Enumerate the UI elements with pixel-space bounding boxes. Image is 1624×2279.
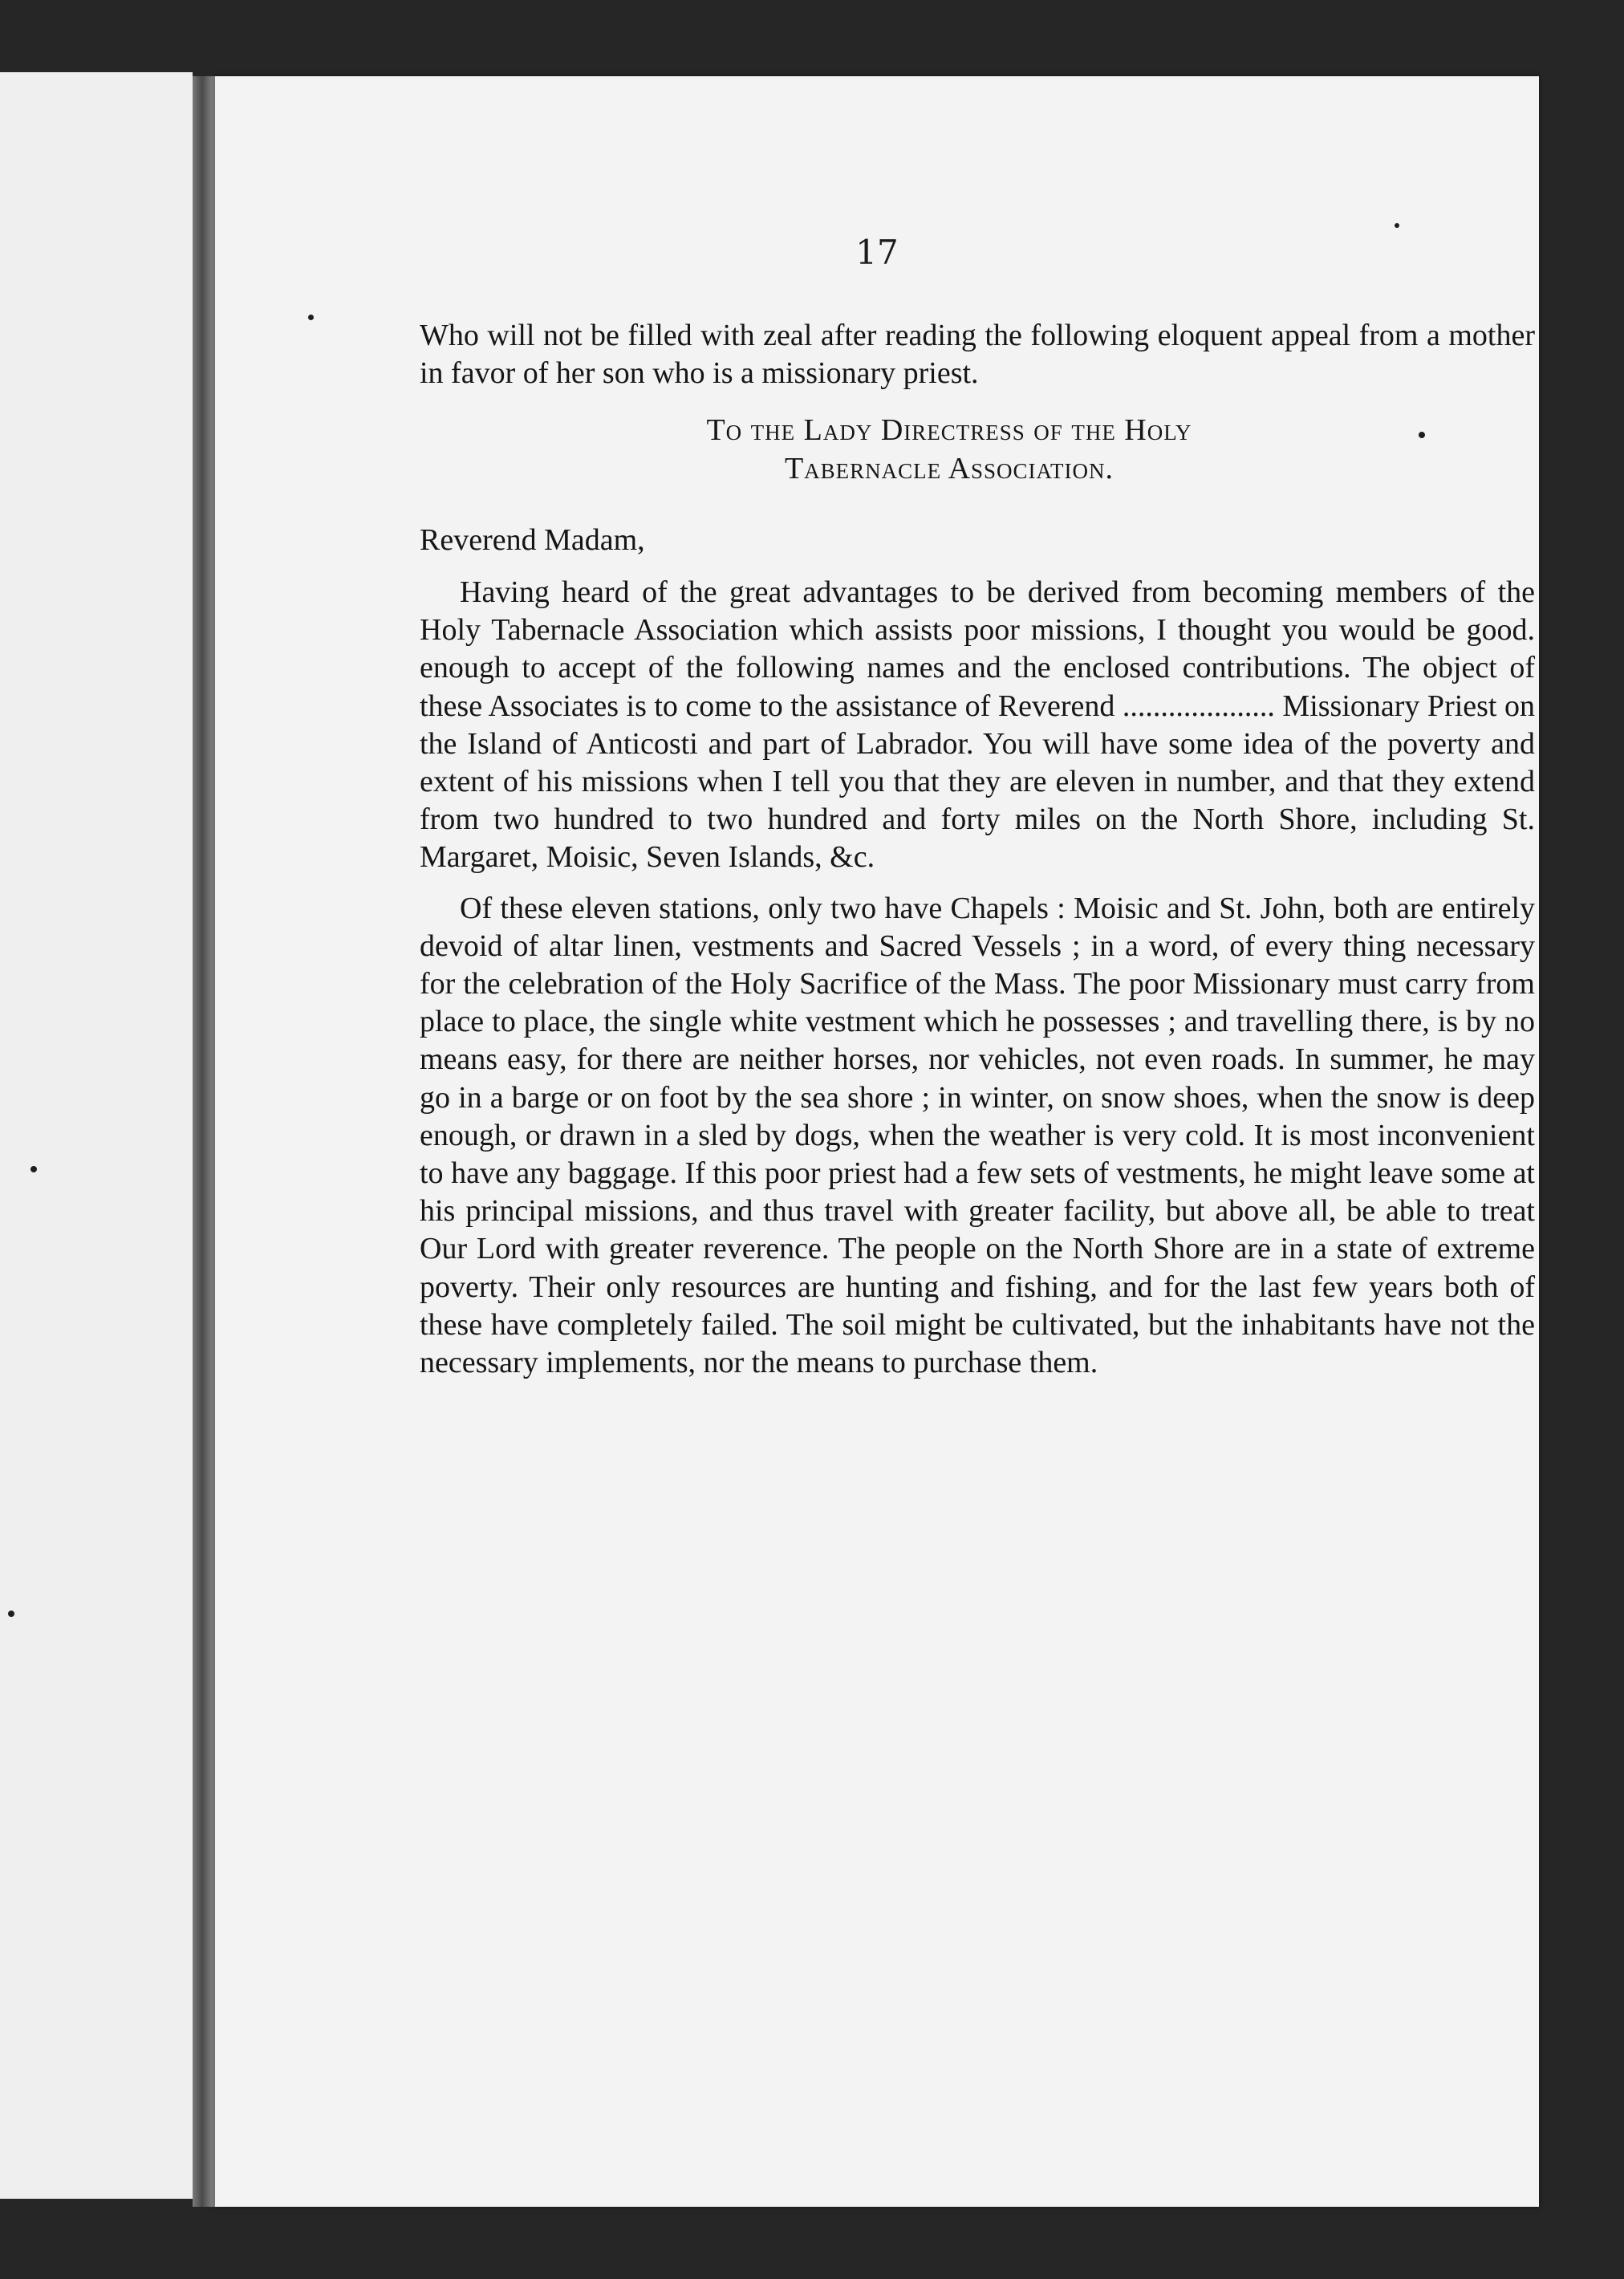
body-paragraph-1: Having heard of the great advantages to be derived from becoming members of the Holy Tabernacle Association which assists poor missions, I thought you would be good. enough to accept of the following names and the enclosed contributions. The object of these Associates is to come to the assistance of Reverend .................... Missionary Priest on the Island of Anticosti and part of Labrador. You will have some idea of the poverty and extent of his missions when I tell you that they are eleven in number, and that they extend from two hundred to two hundred and forty miles on the North Shore, including St. Margaret, Moisic, Seven Islands, &c. [420,575,1535,875]
salutation: Reverend Madam, [420,522,645,557]
letter-heading-line-2: Tabernacle Association. [784,451,1114,485]
scan-speck [1419,432,1425,438]
letter-heading-line-1: To the Lady Directress of the Holy [706,413,1192,448]
scan-speck [308,315,314,320]
book-spine [193,76,217,2207]
scan-speck [30,1166,37,1172]
scan-speck [1395,223,1399,228]
page-text [420,317,1535,1382]
scan-speck [8,1611,14,1617]
facing-page-edge [0,72,193,2199]
page-number: 17 [855,233,899,272]
letter-heading [476,412,1423,487]
intro-paragraph: Who will not be filled with zeal after reading the following eloquent appeal from a mother in favor of her son who is a missionary priest. [420,319,1535,391]
body-paragraph-2: Of these eleven stations, only two have Chapels : Moisic and St. John, both are entirely devoid of altar linen, vestments and Sacred Vessels ; in a word, of every thing necessary for the celebration of the Holy Sacrifice of the Mass. The poor Missionary must carry from place to place, the single white vestment which he possesses ; and travelling there, is by no means easy, for there are neither horses, nor vehicles, not even roads. In summer, he may go in a barge or on foot by the sea shore ; in winter, on snow shoes, when the snow is deep enough, or drawn in a sled by dogs, when the weather is very cold. It is most inconvenient to have any baggage. If this poor priest had a few sets of vestments, he might leave some at his principal missions, and thus travel with greater facility, but above all, be able to treat Our Lord with greater reverence. The people on the North Shore are in a state of extreme poverty. Their only resources are hunting and fishing, and for the last few years both of these have completely failed. The soil might be cultivated, but the inhabitants have not the necessary implements, nor the means to purchase them. [420,891,1535,1380]
book-page [215,76,1539,2207]
